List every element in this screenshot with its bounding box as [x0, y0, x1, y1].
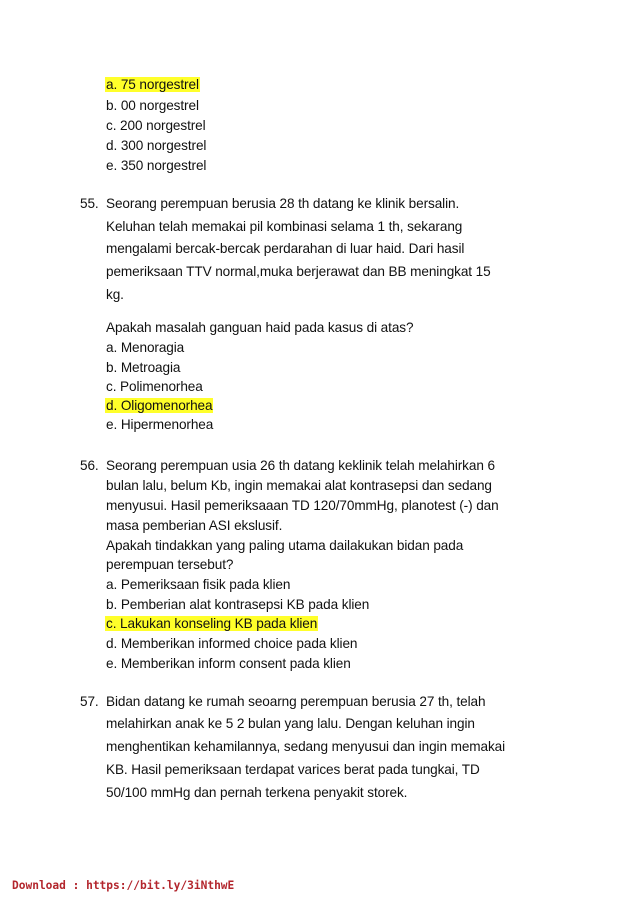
q56-option-d: d. Memberikan informed choice pada klien — [106, 636, 358, 651]
q55-stem-line: mengalami bercak-bercak perdarahan di luar haid. Dari hasil — [106, 241, 465, 256]
q57-stem-line: KB. Hasil pemeriksaan terdapat varices berat pada tungkai, TD — [106, 762, 480, 777]
q55-question: Apakah masalah ganguan haid pada kasus di atas? — [106, 320, 414, 335]
q56-stem-line: bulan lalu, belum Kb, ingin memakai alat kontrasepsi dan sedang — [106, 478, 492, 493]
q55-stem-line: Keluhan telah memakai pil kombinasi selama 1 th, sekarang — [106, 219, 463, 234]
q56-stem-line: Seorang perempuan usia 26 th datang keklinik telah melahirkan 6 — [106, 458, 495, 473]
answer-highlight: d. Oligomenorhea — [106, 398, 213, 413]
q56-option-c — [105, 614, 318, 633]
q56-option-a: a. Pemeriksaan fisik pada klien — [106, 577, 291, 592]
q56-stem-line: perempuan tersebut? — [106, 557, 234, 572]
q54-option-e: e. 350 norgestrel — [106, 158, 207, 173]
q56-stem-line: menyusui. Hasil pemeriksaaan TD 120/70mmHg, planotest (-) dan — [106, 498, 499, 513]
q54-option-d: d. 300 norgestrel — [106, 138, 207, 153]
q55-number: 55. — [80, 196, 99, 211]
q55-option-b: b. Metroagia — [106, 360, 181, 375]
q55-option-c: c. Polimenorhea — [106, 379, 203, 394]
q56-stem-line: masa pemberian ASI ekslusif. — [106, 518, 283, 533]
q57-number: 57. — [80, 694, 99, 709]
q55-option-d — [105, 396, 213, 415]
download-link[interactable]: Download : https://bit.ly/3iNthwE — [12, 879, 235, 892]
q57-stem-line: 50/100 mmHg dan pernah terkena penyakit storek. — [106, 785, 408, 800]
q56-option-e: e. Memberikan inform consent pada klien — [106, 656, 351, 671]
q56-option-b: b. Pemberian alat kontrasepsi KB pada klien — [106, 597, 370, 612]
q55-stem-line: Seorang perempuan berusia 28 th datang ke klinik bersalin. — [106, 196, 460, 211]
q57-stem-line: Bidan datang ke rumah seoarng perempuan berusia 27 th, telah — [106, 694, 486, 709]
q54-option-c: c. 200 norgestrel — [106, 118, 206, 133]
q54-option-a — [105, 75, 200, 94]
q54-option-b: b. 00 norgestrel — [106, 98, 199, 113]
q55-stem-line: pemeriksaan TTV normal,muka berjerawat dan BB meningkat 15 — [106, 264, 491, 279]
q56-number: 56. — [80, 458, 99, 473]
q57-stem-line: menghentikan kehamilannya, sedang menyusui dan ingin memakai — [106, 739, 506, 754]
q55-option-a: a. Menoragia — [106, 340, 185, 355]
answer-highlight: a. 75 norgestrel — [106, 77, 199, 92]
q57-stem-line: melahirkan anak ke 5 2 bulan yang lalu. Dengan keluhan ingin — [106, 716, 475, 731]
q55-option-e: e. Hipermenorhea — [106, 417, 214, 432]
q56-stem-line: Apakah tindakkan yang paling utama dailakukan bidan pada — [106, 538, 464, 553]
q55-stem-line: kg. — [106, 287, 124, 302]
answer-highlight: c. Lakukan konseling KB pada klien — [106, 616, 318, 631]
